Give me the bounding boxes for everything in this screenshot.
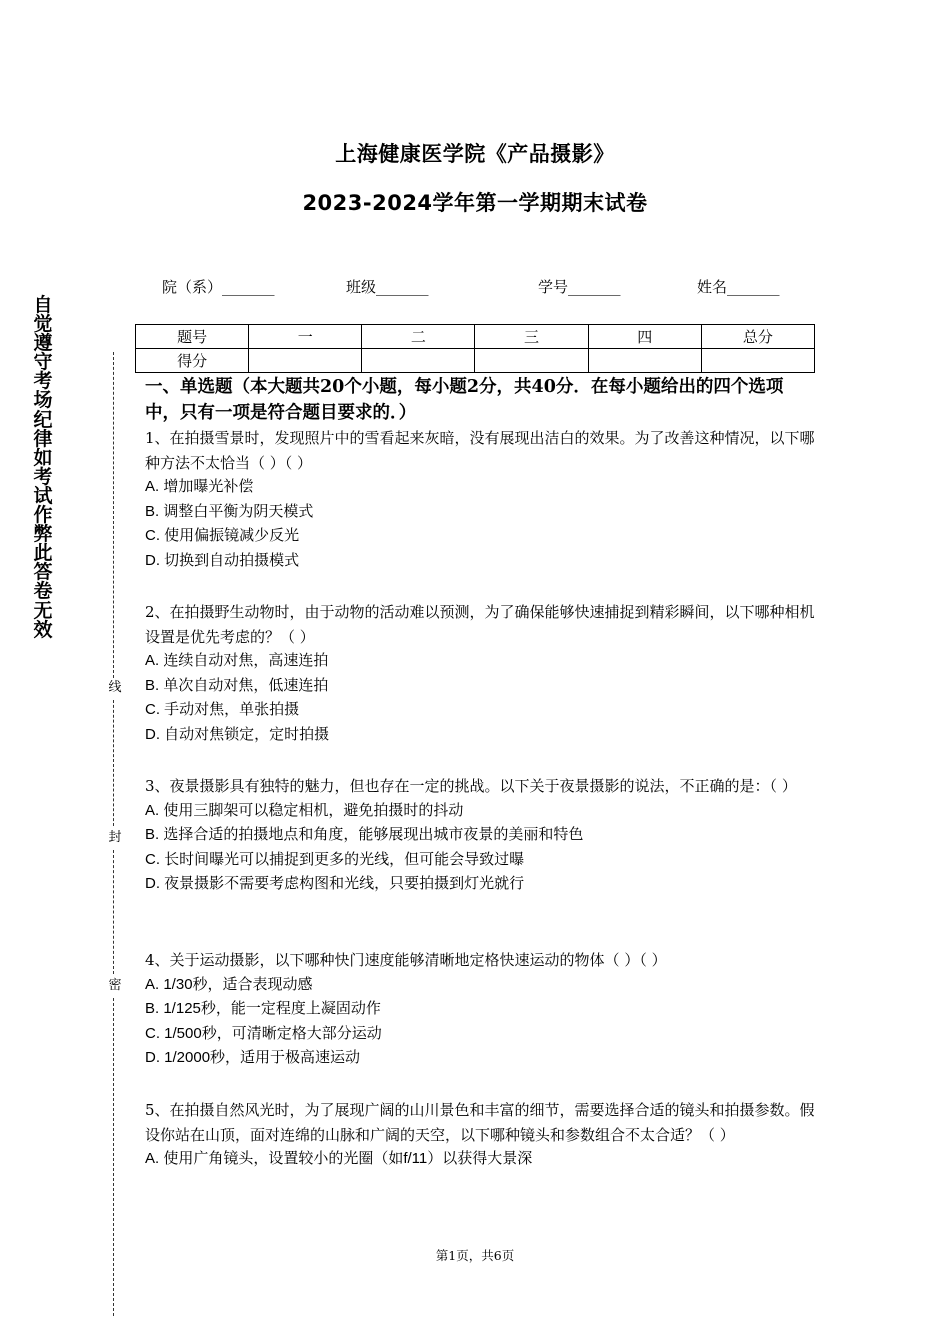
exam-discipline-notice: 自觉遵守考场纪律如考试作弊此答卷无效 [33,294,53,641]
option-a: A. 使用广角镜头，设置较小的光圈（如f/11）以获得大景深 [145,1150,533,1167]
option-a: A. 增加曝光补偿 [145,478,254,495]
question-3 [145,774,815,897]
option-b: B. 1/125秒，能一定程度上凝固动作 [145,1000,381,1017]
question-stem: 3、夜景摄影具有独特的魅力，但也存在一定的挑战。以下关于夜景摄影的说法，不正确的是：（ ） [145,777,797,795]
option-d: D. 1/2000秒，适用于极高速运动 [145,1049,361,1066]
question-1 [145,426,815,573]
option-d: D. 切换到自动拍摄模式 [145,551,300,569]
binding-label-secret: 密 [108,978,122,993]
question-5 [145,1098,815,1172]
binding-label-line: 线 [108,680,122,695]
section-heading: 一、单选题（本大题共20个小题，每小题2分，共40分．在每小题给出的四个选项中，只有一项是符合题目要求的．） [145,377,784,423]
score-header-cell: 题号 [136,325,249,349]
question-stem: 1、在拍摄雪景时，发现照片中的雪看起来灰暗，没有展现出洁白的效果。为了改善这种情况，以下哪种方法不太恰当（ ）（ ） [145,429,815,472]
exam-title-line2: 2023-2024学年第一学期期末试卷 [302,191,648,215]
question-stem: 5、在拍摄自然风光时，为了展现广阔的山川景色和丰富的细节，需要选择合适的镜头和拍摄参数。假设你站在山顶，面对连绵的山脉和广阔的天空，以下哪种镜头和参数组合不太合适？（ ） [145,1101,815,1144]
binding-line-segment [113,998,114,1316]
binding-label-seal: 封 [108,830,122,845]
score-header-cell: 一 [249,325,362,349]
student-id-field: 学号_______ [538,278,621,296]
option-b: B. 单次自动对焦，低速连拍 [145,676,329,694]
score-cell [249,349,362,373]
option-d: D. 自动对焦锁定，定时拍摄 [145,725,330,743]
option-c: C. 使用偏振镜减少反光 [145,527,300,544]
score-cell [475,349,588,373]
option-b: B. 调整白平衡为阴天模式 [145,502,314,520]
question-stem: 4、关于运动摄影，以下哪种快门速度能够清晰地定格快速运动的物体（ ）（ ） [145,951,667,969]
binding-line-segment [113,850,114,974]
score-cell [588,349,701,373]
question-stem: 2、在拍摄野生动物时，由于动物的活动难以预测，为了确保能够快速捕捉到精彩瞬间，以下哪种相机设置是优先考虑的？（ ） [145,603,815,646]
binding-line-segment [113,700,114,826]
department-field: 院（系）_______ [162,278,275,296]
option-c: C. 长时间曝光可以捕捉到更多的光线，但可能会导致过曝 [145,850,525,868]
option-d: D. 夜景摄影不需要考虑构图和光线，只要拍摄到灯光就行 [145,875,525,892]
score-table-score-row [136,349,815,373]
name-field: 姓名_______ [697,278,780,296]
score-header-cell: 三 [475,325,588,349]
class-field: 班级_______ [346,278,429,296]
score-cell [701,349,814,373]
option-a: A. 连续自动对焦，高速连拍 [145,652,329,669]
score-cell [362,349,475,373]
score-header-cell: 总分 [701,325,814,349]
option-a: A. 1/30秒，适合表现动感 [145,975,313,993]
score-header-cell: 二 [362,325,475,349]
page-number: 第1页，共6页 [435,1248,515,1263]
option-a: A. 使用三脚架可以稳定相机，避免拍摄时的抖动 [145,801,464,819]
question-4 [145,948,815,1071]
exam-title-line1: 上海健康医学院《产品摄影》 [335,142,615,166]
option-c: C. 1/500秒，可清晰定格大部分运动 [145,1024,382,1042]
score-table [135,324,815,373]
option-c: C. 手动对焦，单张拍摄 [145,701,300,718]
score-header-cell: 四 [588,325,701,349]
score-table-header-row [136,325,815,349]
score-row-label: 得分 [136,349,249,373]
binding-line-segment [113,352,114,678]
question-2 [145,600,815,747]
option-b: B. 选择合适的拍摄地点和角度，能够展现出城市夜景的美丽和特色 [145,826,584,843]
